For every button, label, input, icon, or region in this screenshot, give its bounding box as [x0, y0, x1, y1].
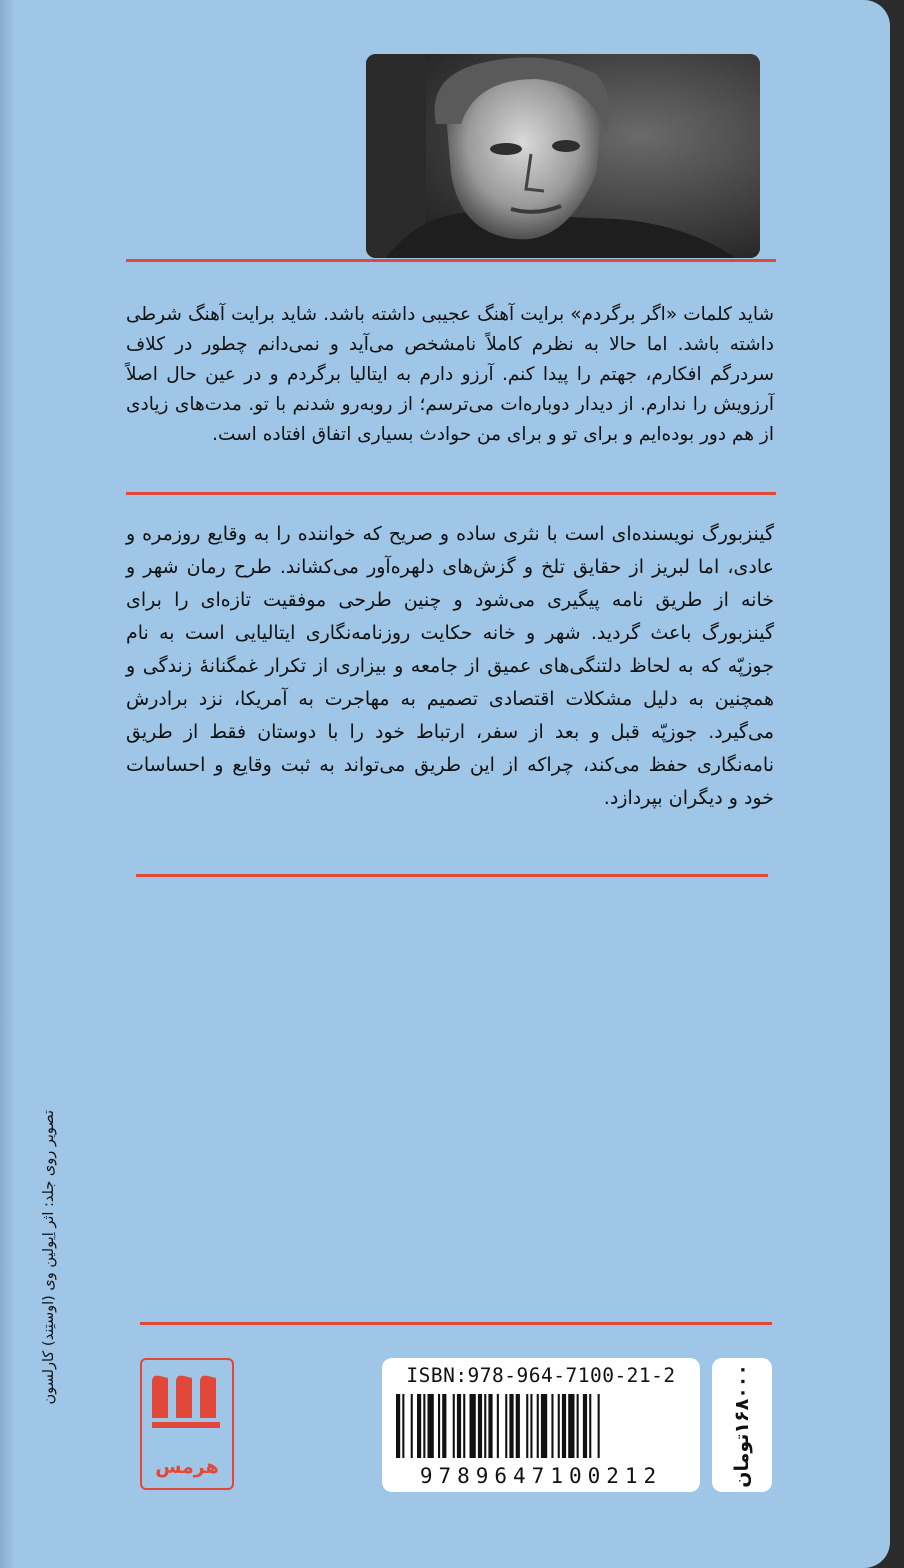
barcode-bar [453, 1394, 455, 1458]
barcode-bar [423, 1394, 425, 1458]
barcode-bar [417, 1394, 421, 1458]
barcode-bar [583, 1394, 587, 1458]
barcode-bar [516, 1394, 520, 1458]
divider-rule-2 [126, 492, 776, 495]
publisher-logo-icon [142, 1360, 232, 1456]
barcode-bar [589, 1394, 591, 1458]
barcode-bar [598, 1394, 600, 1458]
barcode-bar [438, 1394, 440, 1458]
barcode-bar [457, 1394, 461, 1458]
barcode-bar [562, 1394, 566, 1458]
isbn-text: ISBN:978-964-7100-21-2 [406, 1364, 676, 1387]
divider-rule-3 [136, 874, 768, 877]
barcode-bar [470, 1394, 476, 1458]
author-portrait-image [366, 54, 760, 258]
barcode-bars [396, 1394, 686, 1458]
publisher-name: هرمس [155, 1456, 219, 1478]
divider-rule-1 [126, 259, 776, 262]
barcode-bar [442, 1394, 446, 1458]
barcode-bar [551, 1394, 553, 1458]
description-paragraph: گینزبورگ نویسنده‌ای است با نثری ساده و صریح که خواننده را به وقایع روزمره و عادی، اما لبریز از حقایق تلخ و گزش‌های دلهره‌آور می‌کشاند. طرح رمان شهر و خانه از طریق نامه پیگیری می‌شود و چنین طرحی موفقیت تازه‌ای را برای گینزبورگ باعث گردید. شهر و خانه حکایت روزنامه‌نگاری ایتالیایی است به نام جوزپّه که به لحاظ دلتنگی‌های عمیق از جامعه و بیزاری از تکرار غمگنانهٔ زندگی و همچنین به دلیل مشکلات اقتصادی تصمیم به مهاجرت به آمریکا، نزد برادرش می‌گیرد. جوزپّه قبل و بعد از سفر، ارتباط خود را با دوستان فقط از طریق نامه‌نگاری حفظ می‌کند، چراکه از این طریق می‌تواند به ثبت وقایع و احساسات خود و دیگران بپردازد. [126, 523, 774, 809]
barcode-bar [402, 1394, 404, 1458]
ean-digits: 9789647100212 [419, 1464, 663, 1488]
barcode-bar [541, 1394, 547, 1458]
price-label: ۱۶۸۰۰۰تومان [731, 1364, 753, 1488]
author-photo [366, 54, 760, 258]
barcode-bar [497, 1394, 499, 1458]
divider-rule-4 [140, 1322, 772, 1325]
price-box [712, 1358, 772, 1492]
spine-shadow [0, 0, 14, 1568]
barcode-bar [505, 1394, 507, 1458]
barcode-bar [526, 1394, 528, 1458]
barcode-bar [484, 1394, 486, 1458]
barcode-bar [428, 1394, 434, 1458]
barcode-bar [530, 1394, 532, 1458]
barcode-bar [396, 1394, 400, 1458]
barcode-bar [509, 1394, 513, 1458]
isbn-barcode [382, 1358, 700, 1492]
excerpt-paragraph: شاید کلمات «اگر برگردم» برایت آهنگ عجیبی داشته باشد. شاید برایت آهنگ شرطی داشته باشد. اما حالا به نظرم کاملاً نامشخص می‌آید و نمی‌دانم چطور در کلاف سردرگم افکارم، جهتم را پیدا کنم. آرزو دارم به ایتالیا برگردم و در عین حال اصلاً آرزویش را ندارم. از دیدار دوباره‌ات می‌ترسم؛ از روبه‌رو شدنم با تو. مدت‌های زیادی از هم دور بوده‌ایم و برای تو و برای من حوادث بسیاری اتفاق افتاده است. [126, 304, 774, 445]
barcode-bar [558, 1394, 560, 1458]
barcode-bar [577, 1394, 579, 1458]
barcode-bar [537, 1394, 539, 1458]
publisher-logo [140, 1358, 234, 1490]
barcode-bar [488, 1394, 492, 1458]
barcode-bar [463, 1394, 465, 1458]
cover-credit: تصویر روی جلد: اثر اِیولین وی (اوستِند) کارلسون [41, 1110, 57, 1405]
barcode-bar [478, 1394, 482, 1458]
barcode-bar [411, 1394, 413, 1458]
barcode-bar [568, 1394, 574, 1458]
